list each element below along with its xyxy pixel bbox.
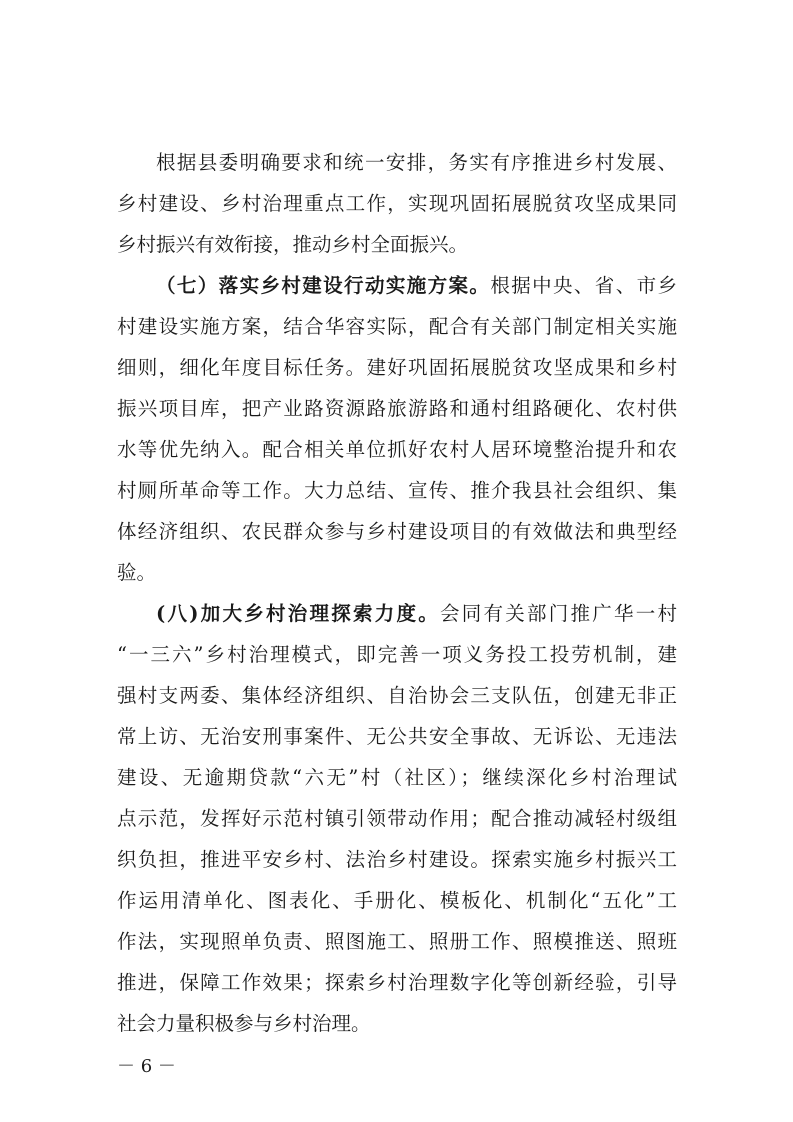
section-8-line: 推进，保障工作效果；探索乡村治理数字化等创新经验，引导: [117, 971, 677, 994]
section-7-first-line-rest: 根据中央、省、市乡: [490, 274, 677, 297]
section-7-line: 村建设实施方案，结合华容实际，配合有关部门制定相关实施: [117, 315, 677, 338]
section-7-heading: （七）落实乡村建设行动实施方案。: [156, 274, 491, 297]
section-8-line: 社会力量积极参与乡村治理。: [117, 1012, 371, 1035]
section-7-line: 体经济组织、农民群众参与乡村建设项目的有效做法和典型经: [117, 520, 677, 543]
section-8-line: 建设、无逾期贷款“六无”村（社区）；继续深化乡村治理试: [117, 766, 677, 789]
paragraph-1-line-2: 乡村建设、乡村治理重点工作，实现巩固拓展脱贫攻坚成果同: [117, 192, 677, 215]
section-8-line: 织负担，推进平安乡村、法治乡村建设。探索实施乡村振兴工: [117, 848, 677, 871]
section-7-line: 细则，细化年度目标任务。建好巩固拓展脱贫攻坚成果和乡村: [117, 356, 677, 379]
section-8-line: 强村支两委、集体经济组织、自治协会三支队伍，创建无非正: [117, 684, 677, 707]
section-8-line: “一三六”乡村治理模式，即完善一项义务投工投劳机制，建: [117, 643, 677, 666]
section-7-line: 验。: [117, 561, 157, 584]
section-8-first-line: [156, 599, 677, 629]
paragraph-1-line-3: 乡村振兴有效衔接，推动乡村全面振兴。: [117, 233, 469, 256]
section-8-first-line-rest: 会同有关部门推广华一村: [439, 602, 677, 625]
page-number: － 6 －: [117, 1056, 176, 1077]
section-8-line: 点示范，发挥好示范村镇引领带动作用；配合推动减轻村级组: [117, 807, 677, 830]
section-8-line: 常上访、无治安刑事案件、无公共安全事故、无诉讼、无违法: [117, 725, 677, 748]
section-7-first-line: [156, 271, 677, 301]
section-8-line: 作法，实现照单负责、照图施工、照册工作、照模推送、照班: [117, 930, 677, 953]
section-7-line: 振兴项目库，把产业路资源路旅游路和通村组路硬化、农村供: [117, 397, 677, 420]
section-7-line: 水等优先纳入。配合相关单位抓好农村人居环境整治提升和农: [117, 438, 677, 461]
section-8-line: 作运用清单化、图表化、手册化、模板化、机制化“五化”工: [117, 889, 677, 912]
section-8-heading: (八)加大乡村治理探索力度。: [156, 602, 440, 625]
paragraph-1-line-1: 根据县委明确要求和统一安排，务实有序推进乡村发展、: [156, 151, 677, 174]
section-7-line: 村厕所革命等工作。大力总结、宣传、推介我县社会组织、集: [117, 479, 677, 502]
